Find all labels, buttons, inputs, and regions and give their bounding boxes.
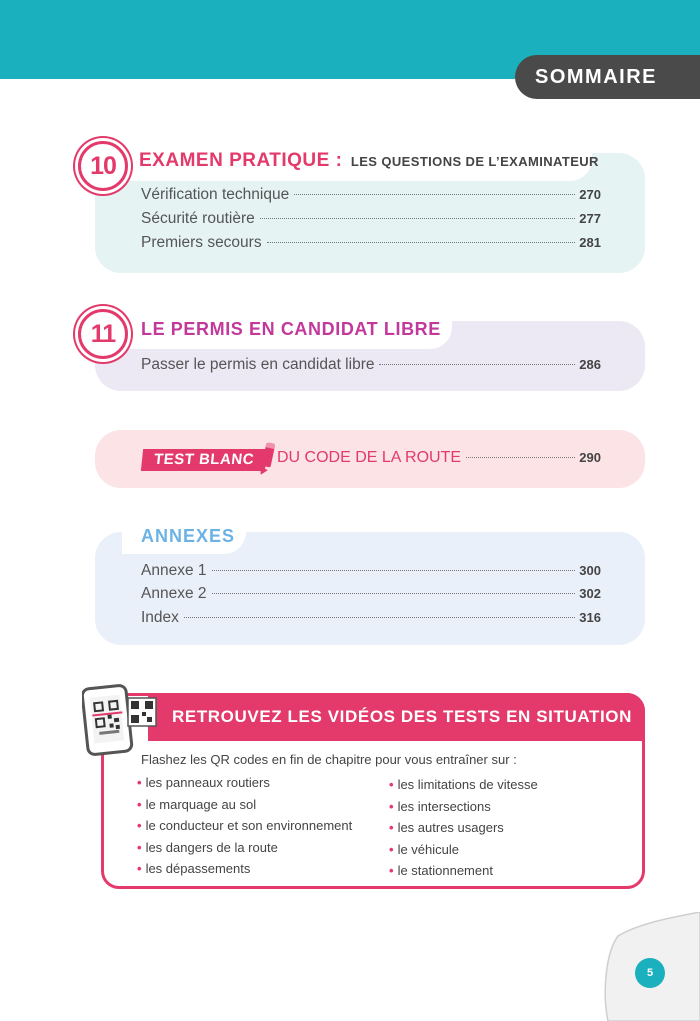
toc-entry-label: Annexe 1 xyxy=(141,562,207,579)
list-item-label: le conducteur et son environnement xyxy=(145,818,353,833)
toc-entry-test[interactable] xyxy=(277,449,601,467)
page-title: SOMMAIRE xyxy=(515,55,700,99)
toc-entry-page: 281 xyxy=(579,235,601,250)
toc-entry[interactable] xyxy=(141,562,601,580)
test-title: DU CODE DE LA ROUTE xyxy=(277,449,462,466)
list-item-label: le marquage au sol xyxy=(145,796,257,812)
bullet-icon: • xyxy=(137,775,142,790)
list-item xyxy=(137,775,352,797)
toc-entry-label: Premiers secours xyxy=(141,234,262,251)
toc-entry-label: Passer le permis en candidat libre xyxy=(141,356,375,373)
list-item-label: les intersections xyxy=(397,798,491,814)
chapter-10-heading[interactable] xyxy=(139,150,599,172)
leader-dots xyxy=(466,457,575,458)
list-item-label: le stationnement xyxy=(397,863,493,878)
page-number: 5 xyxy=(635,958,665,988)
annexes-title[interactable]: ANNEXES xyxy=(141,526,236,546)
videos-intro: Flashez les QR codes en fin de chapitre pour vous entraîner sur : xyxy=(141,752,517,767)
chapter-10-number: 10 xyxy=(78,141,128,191)
toc-entry[interactable] xyxy=(141,234,601,252)
toc-entry-page: 290 xyxy=(579,450,601,465)
chapter-11-title[interactable]: LE PERMIS EN CANDIDAT LIBRE xyxy=(141,319,441,339)
toc-entry-page: 286 xyxy=(579,357,601,372)
chapter-11-number: 11 xyxy=(78,309,128,359)
toc-entry[interactable] xyxy=(141,585,601,603)
list-item xyxy=(389,863,538,885)
toc-entry-label: Index xyxy=(141,609,179,626)
list-item-label: les limitations de vitesse xyxy=(397,777,538,792)
test-blanc-badge: TEST BLANC xyxy=(141,449,267,471)
list-item-label: les dangers de la route xyxy=(145,839,278,855)
leader-dots xyxy=(212,570,576,571)
bullet-icon: • xyxy=(389,820,394,835)
list-item xyxy=(137,840,352,862)
bullet-icon: • xyxy=(137,861,142,876)
leader-dots xyxy=(184,617,575,618)
chapter-10-title: EXAMEN PRATIQUE : xyxy=(139,150,343,171)
phone-qr-code-icon xyxy=(82,684,158,756)
leader-dots xyxy=(379,364,575,365)
leader-dots xyxy=(212,593,576,594)
list-item xyxy=(137,818,352,840)
list-item xyxy=(137,797,352,819)
toc-entry-label: Annexe 2 xyxy=(141,585,207,602)
toc-entry-page: 316 xyxy=(579,610,601,625)
videos-list-right xyxy=(389,777,538,885)
list-item-label: les autres usagers xyxy=(397,820,504,835)
videos-list-left xyxy=(137,775,352,883)
toc-entry[interactable] xyxy=(141,186,601,204)
toc-entry-label: Sécurité routière xyxy=(141,210,255,227)
toc-entry-page: 302 xyxy=(579,586,601,601)
toc-entry-label: Vérification technique xyxy=(141,186,290,203)
bullet-icon: • xyxy=(137,839,142,855)
bullet-icon: • xyxy=(389,841,394,857)
list-item xyxy=(137,861,352,883)
list-item-label: le véhicule xyxy=(397,841,459,857)
chapter-10-subtitle: LES QUESTIONS DE L’EXAMINATEUR xyxy=(350,154,599,169)
bullet-icon: • xyxy=(389,863,394,878)
list-item xyxy=(389,777,538,799)
bullet-icon: • xyxy=(137,818,142,833)
toc-entry-page: 277 xyxy=(579,211,601,226)
toc-entry-page: 270 xyxy=(579,187,601,202)
list-item xyxy=(389,842,538,864)
bullet-icon: • xyxy=(137,796,142,812)
toc-entry[interactable] xyxy=(141,609,601,627)
toc-entry[interactable] xyxy=(141,356,601,374)
list-item xyxy=(389,820,538,842)
leader-dots xyxy=(267,242,576,243)
videos-title: RETROUVEZ LES VIDÉOS DES TESTS EN SITUATION xyxy=(148,693,645,741)
toc-entry-page: 300 xyxy=(579,563,601,578)
bullet-icon: • xyxy=(389,777,394,792)
leader-dots xyxy=(260,218,576,219)
toc-entry[interactable] xyxy=(141,210,601,228)
list-item xyxy=(389,799,538,821)
list-item-label: les dépassements xyxy=(145,861,251,876)
leader-dots xyxy=(294,194,575,195)
list-item-label: les panneaux routiers xyxy=(145,775,270,790)
bullet-icon: • xyxy=(389,798,394,814)
